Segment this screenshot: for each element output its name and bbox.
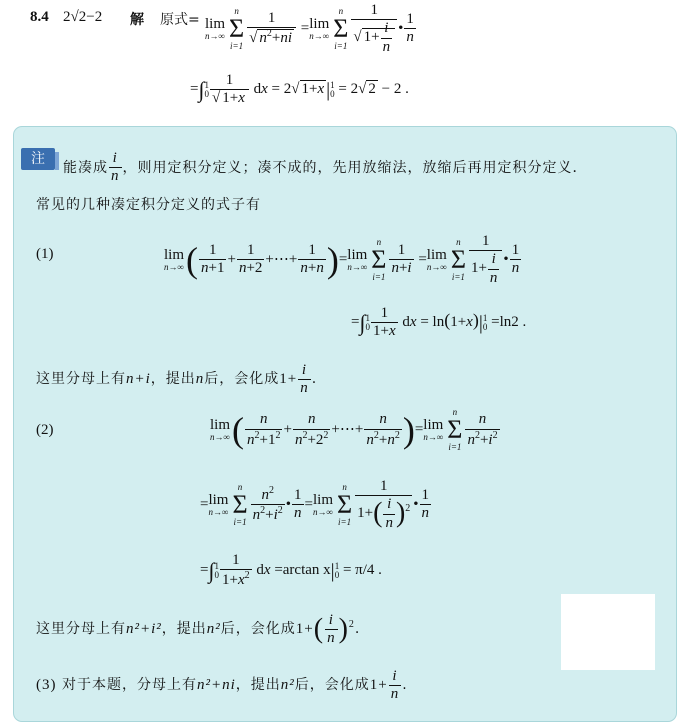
note-intro [63,150,588,186]
item3-text: (3) 对于本题，分母上有n²+ni，提出n²后，会化成1+ $\frac{i}{n}$ . [36,668,408,703]
item1-result: =ln2 . [491,314,527,331]
intro-frac-den: n [111,168,120,185]
header-line2-math: =∫1 0 $\frac{1}{√ 1+x}$ dx = 2√ 1+x |1 0 = 2√ 2 − 2 . [190,72,409,107]
item1-line2-math: =∫1 0 $\frac{1}{1+x}$ dx = ln(1+x)|1 0 =ln2 . [351,305,527,340]
item2-line2-math: = lim n→∞ n Σ i=1 $\frac{n^2}{n^2+i^2}$ • $\frac{1}{n}$ = lim n→∞ n Σ i=1 1 1+( $\frac{i}{n}$ )$^2$ • $\frac{1}{n}$ [200,478,430,531]
item3-text-c: 后，会化成 [294,677,370,694]
item2-comment-n: n² [206,621,221,638]
item2-result-a: =arctan x [274,562,331,579]
line1-prefix: 原式= [160,12,200,28]
item2-comment-tail: . [354,621,361,638]
item1-line1-math: lim n→∞ ( $\frac{1}{n+1}$ + $\frac{1}{n+2}$ +⋯+ $\frac{1}{n+n}$ )= lim n→∞ n Σ i=1 $\frac{1}{n+i}$ = lim n→∞ n Σ i=1 1 1+ $\frac{i}{n}$ • $\frac{1}{n}$ [164,233,520,286]
answer: 2√2−2 [63,9,103,25]
item1-comment-b: ，提出 [150,371,196,388]
item3-expr: n²+ni [196,677,236,694]
header-line1-math: lim n→∞ n Σ i=1 $\frac{1}{√ n^2+ni}$ = lim n→∞ n Σ i=1 1 √ 1+ $\frac{i}{n}$ • $\frac{1}{n}$ [205,2,414,55]
item1-comment-c: 后，会化成 [204,371,280,388]
item2-comment-expr: n²+i² [126,621,162,638]
problem-number: 8.4 [30,9,49,25]
item3-n: n² [280,677,295,694]
note-badge: 注 [21,148,55,170]
item2-comment-c: 后，会化成 [220,621,296,638]
note-intro-b: ，则用定积分定义；凑不成的，先用放缩法，放缩后再用定积分定义． [122,159,588,176]
item3-text-a: 对于本题，分母上有 [61,677,197,694]
item2-line3-math: =∫1 0 $\frac{1}{1+x^2}$ dx =arctan x|1 0 = π/4 . [200,552,382,589]
item1-comment-n: n [195,371,205,388]
note-intro-a: 能凑成 [63,159,108,176]
item3-label: (3) [36,677,57,694]
item1-comment-expr: n+i [126,371,151,388]
item2-comment: 这里分母上有n²+i²，提出n²后，会化成1+( $\frac{i}{n}$ )$^2$. [36,612,361,647]
item1-comment: 这里分母上有n+i，提出n后，会化成1+ $\frac{i}{n}$ . [36,362,318,397]
item1-comment-a: 这里分母上有 [36,371,126,388]
item3-text-b: ，提出 [235,677,281,694]
item2-line1-math: lim n→∞ ( $\frac{n}{n^2+1^2}$ + $\frac{n}{n^2+2^2}$ +⋯+ $\frac{n}{n^2+n^2}$ )= lim n→∞ n Σ i=1 $\frac{n}{n^2+i^2}$ [210,407,498,452]
item1-label: (1) [36,246,54,262]
common-forms-heading: 常见的几种凑定积分定义的式子有 [36,197,261,213]
intro-frac-num: i [109,150,122,168]
item1-comment-tail: . [311,371,318,388]
item2-label: (2) [36,422,54,438]
blank-white-patch [561,594,655,670]
item3-tail: . [402,677,408,694]
item2-result-b: = π/4 . [342,562,382,579]
solution-label: 解 [130,12,145,28]
item2-comment-a: 这里分母上有 [36,621,126,638]
item2-comment-b: ，提出 [161,621,207,638]
